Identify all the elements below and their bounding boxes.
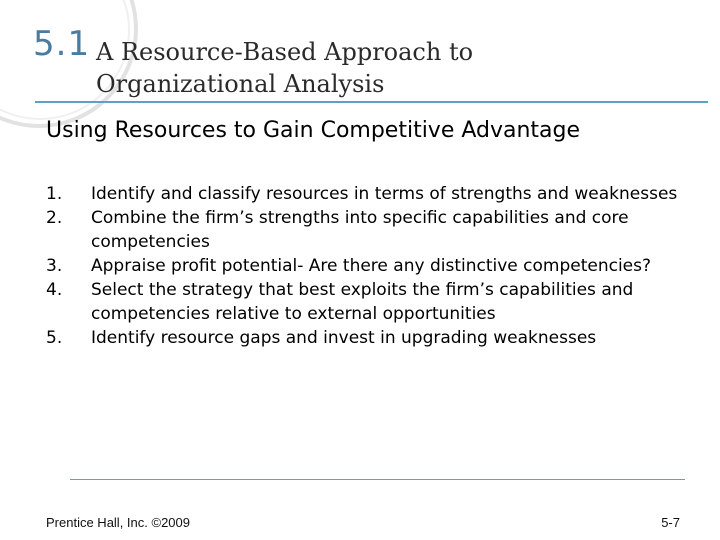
slide-title: A Resource-Based Approach to Organizational Analysis xyxy=(96,38,474,98)
list-item xyxy=(46,326,686,350)
list-item-number: 1. xyxy=(46,184,63,204)
list-item-text: Combine the firm’s strengths into specific capabilities and core competencies xyxy=(91,208,629,252)
list-item xyxy=(46,278,686,326)
steps-list xyxy=(46,182,686,350)
header-divider xyxy=(35,101,708,103)
list-item-number: 4. xyxy=(46,280,63,300)
footer-divider xyxy=(70,479,685,480)
page-number: 5-7 xyxy=(661,515,680,530)
list-item-text: Identify resource gaps and invest in upgrading weaknesses xyxy=(91,328,597,348)
list-item-number: 5. xyxy=(46,328,63,348)
list-item-number: 2. xyxy=(46,208,63,228)
list-item xyxy=(46,254,686,278)
footer-copyright: Prentice Hall, Inc. ©2009 xyxy=(46,515,190,530)
list-item-text: Appraise profit potential- Are there any distinctive competencies? xyxy=(91,256,652,276)
list-item-text: Select the strategy that best exploits the firm’s capabilities and competencies relative to external opportunities xyxy=(91,280,634,324)
list-item-number: 3. xyxy=(46,256,63,276)
section-number: 5.1 xyxy=(33,24,91,64)
list-item xyxy=(46,182,686,206)
subheading: Using Resources to Gain Competitive Advantage xyxy=(46,118,581,143)
list-item-text: Identify and classify resources in terms of strengths and weaknesses xyxy=(91,184,678,204)
list-item xyxy=(46,206,686,254)
